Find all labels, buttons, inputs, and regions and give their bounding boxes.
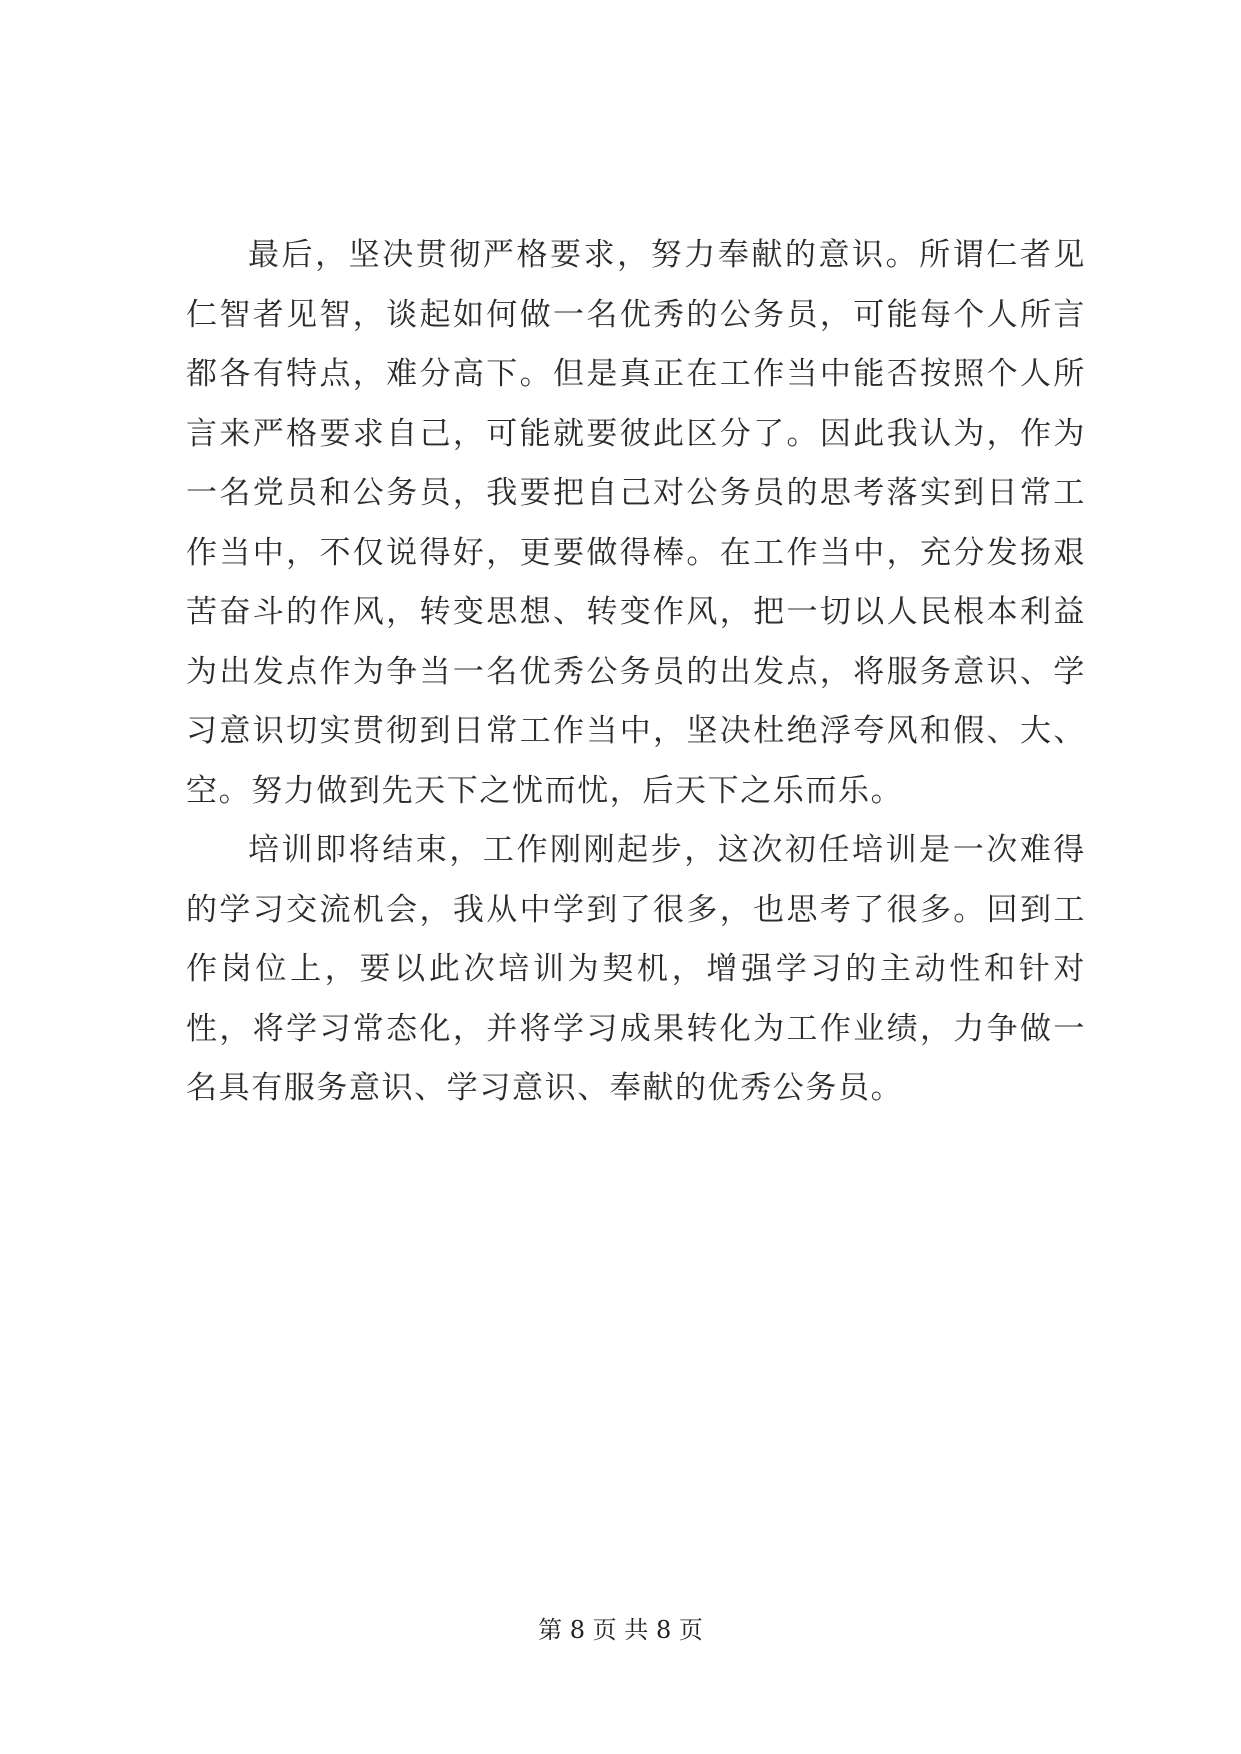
paragraph-conclusion-awareness: 最后，坚决贯彻严格要求，努力奉献的意识。所谓仁者见仁智者见智，谈起如何做一名优秀的公务员，可能每个人所言都各有特点，难分高下。但是真正在工作当中能否按照个人所言来严格要求自己，可能就要彼此区分了。因此我认为，作为一名党员和公务员，我要把自己对公务员的思考落实到日常工作当中，不仅说得好，更要做得棒。在工作当中，充分发扬艰苦奋斗的作风，转变思想、转变作风，把一切以人民根本利益为出发点作为争当一名优秀公务员的出发点，将服务意识、学习意识切实贯彻到日常工作当中，坚决杜绝浮夸风和假、大、空。努力做到先天下之忧而忧，后天下之乐而乐。 [186,237,1086,809]
page-footer [0,1610,1241,1645]
paragraph-training-summary: 培训即将结束，工作刚刚起步，这次初任培训是一次难得的学习交流机会，我从中学到了很多，也思考了很多。回到工作岗位上，要以此次培训为契机，增强学习的主动性和针对性，将学习常态化，并将学习成果转化为工作业绩，力争做一名具有服务意识、学习意识、奉献的优秀公务员。 [186,832,1086,1106]
page-number-label: 第 8 页 共 8 页 [538,1616,703,1644]
body-text [186,226,1086,1119]
